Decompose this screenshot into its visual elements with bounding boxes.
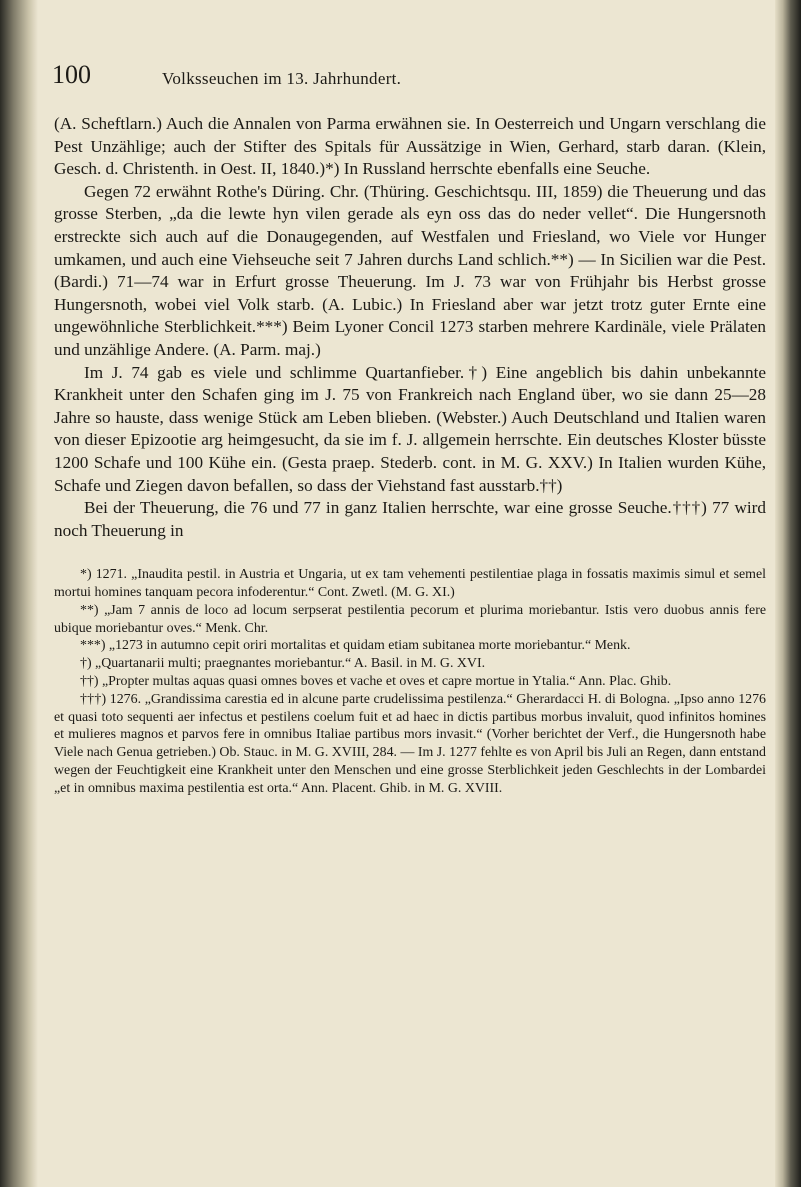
paragraph: Im J. 74 gab es viele und schlimme Quartanfieber.†) Eine angeblich bis dahin unbekannte Krankheit unter den Schafen ging im J. 75 von Frankreich nach England über, wo sie dann 25—28 Jahre so hauste, dass wenige Stück am Leben blieben. (Webster.) Auch Deutschland und Italien waren von dieser Epizootie arg heimgesucht, da sie im f. J. allgemein herrschte. Ein deutsches Kloster büsste 1200 Schafe und 100 Kühe ein. (Gesta praep. Stederb. cont. in M. G. XXV.) In Italien wurden Kühe, Schafe und Ziegen davon befallen, so dass der Viehstand fast ausstarb.††) (54, 362, 766, 495)
footnote: *) 1271. „Inaudita pestil. in Austria et Ungaria, ut ex tam vehementi pestilentiae plaga in fossatis maximis simul et semel mortui homines tanquam pecora infoderentur.“ Cont. Zwetl. (M. G. XI.) (54, 567, 766, 601)
page-edge-shadow (775, 0, 801, 1187)
paragraph: Gegen 72 erwähnt Rothe's Düring. Chr. (Thüring. Geschichtsqu. III, 1859) die Theuerung und das grosse Sterben, „da die lewte hyn vilen gerade als eyn oss das do neder vellet“. Die Hungersnoth erstreckte sich auch auf die Donaugegenden, auf Westfalen und Friesland, wo Viele vor Hunger umkamen, und auch eine Viehseuche seit 7 Jahren durchs Land schlich.**) — In Sicilien war die Pest. (Bardi.) 71—74 war in Erfurt grosse Theuerung. Im J. 73 war von Frühjahr bis Herbst grosse Hungersnoth, wobei viel Volk starb. (A. Lubic.) In Friesland aber war jetzt trotz guter Ernte eine ungewöhnliche Sterblichkeit.***) Beim Lyoner Concil 1273 starben mehrere Kardinäle, viele Prälaten und unzählige Andere. (A. Parm. maj.) (54, 181, 766, 359)
paragraph: (A. Scheftlarn.) Auch die Annalen von Parma erwähnen sie. In Oesterreich und Ungarn verschlang die Pest Unzählige; auch der Stifter des Spitals für Aussätzige in Wien, Gerhard, starb daran. (Klein, Gesch. d. Christenth. in Oest. II, 1840.)*) In Russland herrschte ebenfalls eine Seuche. (54, 114, 766, 179)
page-body (54, 113, 766, 798)
footnote: ***) „1273 in autumno cepit oriri mortalitas et quidam etiam subitanea morte moriebantur.“ Menk. (80, 638, 631, 654)
footnote: ††) „Propter multas aquas quasi omnes boves et vache et oves et capre mortue in Ytalia.“ Ann. Plac. Ghib. (80, 674, 672, 690)
page-header (52, 60, 752, 100)
page-gutter-shadow (0, 0, 38, 1187)
page-number: 100 (52, 60, 91, 89)
paragraph: Bei der Theuerung, die 76 und 77 in ganz Italien herrschte, war eine grosse Seuche.†††) 77 wird noch Theuerung in (54, 498, 766, 540)
footnote: †) „Quartanarii multi; praegnantes moriebantur.“ A. Basil. in M. G. XVI. (80, 656, 486, 672)
footnote: **) „Jam 7 annis de loco ad locum serpserat pestilentia pecorum et plurima moriebantur. Istis vero duobus annis fere ubique moriebantur oves.“ Menk. Chr. (54, 602, 766, 636)
footnote: †††) 1276. „Grandissima carestia ed in alcune parte crudelissima pestilenza.“ Gherardacci H. di Bologna. „Ipso anno 1276 et quasi toto sequenti aer infectus et pestilens coelum fuit et ad haec in dictis partibus morbus invaluit, quod infinitos homines et mulieres magnos et parvos fere in omnibus Italiae partibus mors invasit.“ (Vorher berichtet der Verf., die Hungersnoth habe Viele nach Genua getrieben.) Ob. Stauc. in M. G. XVIII, 284. — Im J. 1277 fehlte es von April bis Juli an Regen, dann entstand wegen der Feuchtigkeit eine Krankheit unter den Menschen und eine grosse Sterblichkeit jeden Geschlechts in der Lombardei „et in omnibus maxima pestilentia est orta.“ Ann. Placent. Ghib. in M. G. XVIII. (54, 691, 766, 796)
running-head: Volksseuchen im 13. Jahrhundert. (162, 69, 402, 88)
